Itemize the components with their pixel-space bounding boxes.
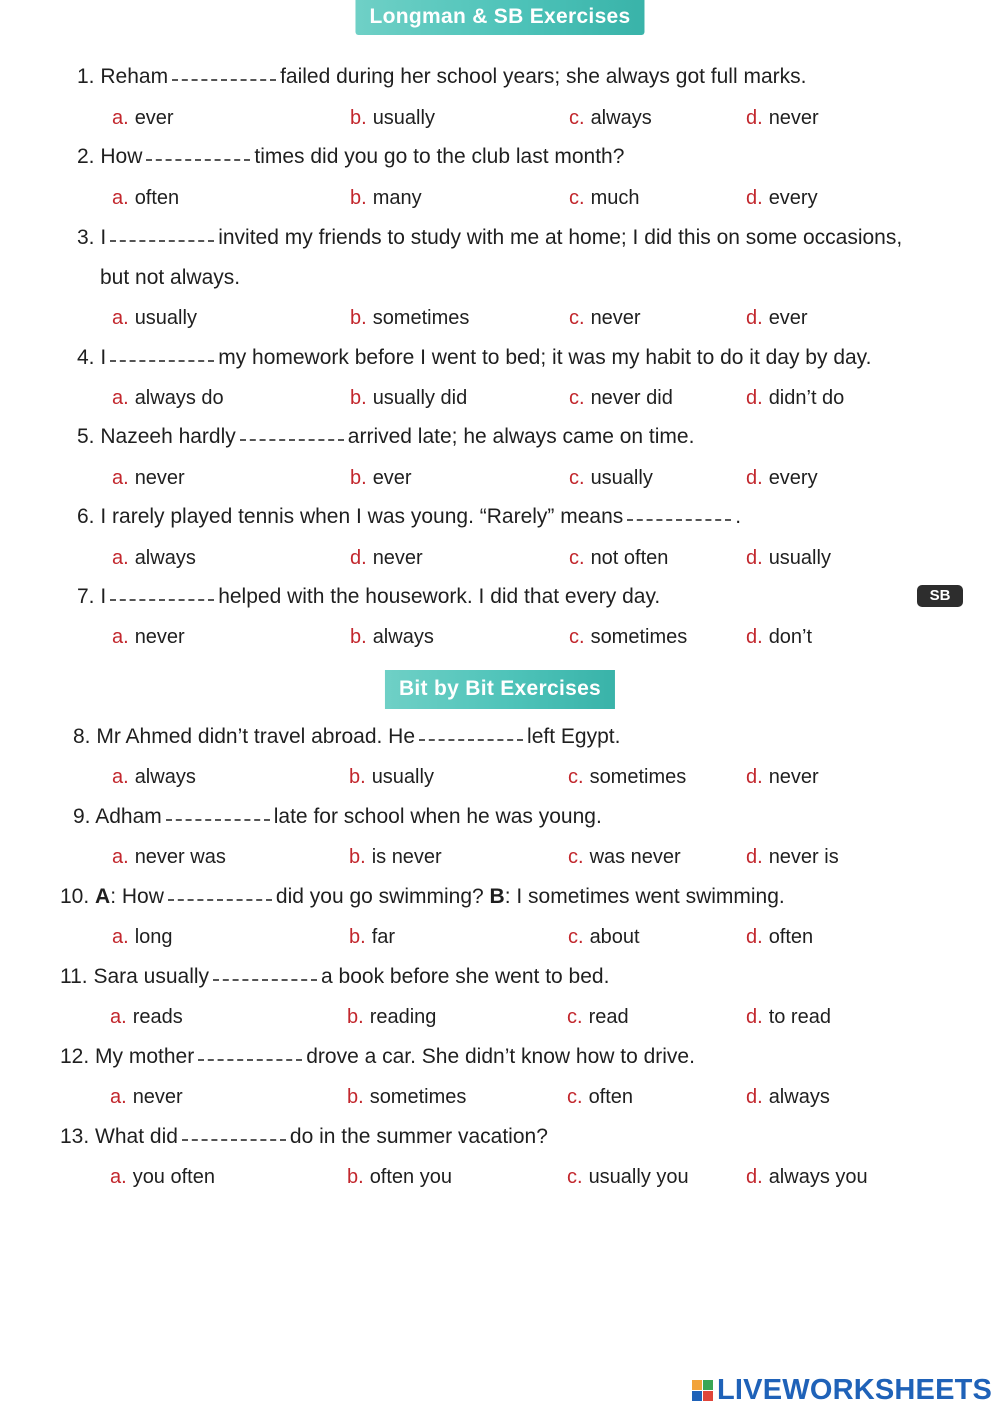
option-letter: a. <box>112 187 129 209</box>
question-number: 4. <box>77 346 95 369</box>
option-letter: d. <box>746 766 763 788</box>
option-b[interactable] <box>350 307 469 330</box>
option-b[interactable] <box>350 626 434 649</box>
question-text-end: failed during her school years; she always got full marks. <box>280 65 807 88</box>
option-text: sometimes <box>372 307 470 329</box>
option-a[interactable] <box>112 626 185 649</box>
section-title: Longman & SB Exercises <box>355 0 644 35</box>
question-text <box>77 585 660 609</box>
option-c[interactable] <box>569 387 673 410</box>
option-text: about <box>589 926 640 948</box>
option-text: read <box>588 1006 629 1028</box>
speaker-b-text: : I sometimes went swimming. <box>504 885 785 908</box>
option-c[interactable] <box>569 107 652 130</box>
option-b[interactable] <box>349 846 442 869</box>
option-letter: b. <box>350 626 367 648</box>
option-text: much <box>590 187 640 209</box>
option-letter: b. <box>347 1006 364 1028</box>
answer-blank[interactable] <box>166 817 270 821</box>
option-text: never was <box>134 846 226 868</box>
question-text-end: drove a car. She didn’t know how to drive. <box>306 1045 695 1068</box>
question-text <box>73 805 602 829</box>
question-text <box>77 145 624 169</box>
option-text: usually <box>371 766 434 788</box>
option-text: every <box>768 187 818 209</box>
option-d[interactable] <box>746 307 808 330</box>
question-text <box>77 65 806 89</box>
option-text: reads <box>132 1006 183 1028</box>
option-text: always <box>134 547 196 569</box>
option-d[interactable] <box>746 626 812 649</box>
question-text-start: Sara usually <box>93 965 210 988</box>
option-text: usually did <box>372 387 468 409</box>
question-number: 6. <box>77 505 95 528</box>
question-text-start: How <box>100 145 143 168</box>
option-letter: b. <box>349 766 366 788</box>
section-title: Bit by Bit Exercises <box>385 670 615 709</box>
option-letter: d. <box>746 307 763 329</box>
option-text: often <box>768 926 814 948</box>
answer-blank[interactable] <box>182 1137 286 1141</box>
question-number: 2. <box>77 145 95 168</box>
option-text: never <box>134 626 185 648</box>
option-letter: a. <box>110 1086 127 1108</box>
option-b[interactable] <box>347 1006 436 1029</box>
question-text-end: arrived late; he always came on time. <box>347 425 695 448</box>
question-text-continued: but not always. <box>100 266 241 289</box>
option-a[interactable] <box>112 547 196 570</box>
option-d[interactable] <box>746 1166 868 1189</box>
option-letter: c. <box>567 1086 583 1108</box>
option-letter: a. <box>112 846 129 868</box>
option-text: ever <box>768 307 808 329</box>
option-letter: d. <box>746 1166 763 1188</box>
option-letter: c. <box>569 387 585 409</box>
question-number: 11. <box>60 965 88 988</box>
option-d[interactable] <box>746 1006 831 1029</box>
option-text: usually <box>134 307 197 329</box>
question-text <box>60 885 785 909</box>
option-letter: b. <box>350 187 367 209</box>
option-text: reading <box>369 1006 437 1028</box>
option-text: always <box>372 626 434 648</box>
option-text: often <box>588 1086 634 1108</box>
question-number: 1. <box>77 65 95 88</box>
option-text: always you <box>768 1166 868 1188</box>
question-text <box>77 505 741 529</box>
option-text: never <box>590 307 641 329</box>
option-a[interactable] <box>112 107 174 130</box>
option-letter: d. <box>746 626 763 648</box>
option-text: usually <box>372 107 435 129</box>
question-text-end: did you go swimming? <box>275 885 484 908</box>
question-text-start: Mr Ahmed didn’t travel abroad. He <box>96 725 416 748</box>
option-d[interactable] <box>746 467 818 490</box>
option-b[interactable] <box>350 187 422 210</box>
liveworksheets-logo <box>692 1374 992 1407</box>
option-c[interactable] <box>568 846 681 869</box>
option-d[interactable] <box>746 766 819 789</box>
logo-icon <box>692 1380 713 1401</box>
option-d[interactable] <box>746 926 813 949</box>
option-a[interactable] <box>112 846 226 869</box>
sb-badge: SB <box>917 585 963 607</box>
question-text <box>77 346 871 370</box>
option-letter: c. <box>569 467 585 489</box>
option-letter: d. <box>746 926 763 948</box>
option-text: usually you <box>588 1166 689 1188</box>
option-c[interactable] <box>567 1166 689 1189</box>
option-letter: c. <box>569 187 585 209</box>
option-c[interactable] <box>567 1086 633 1109</box>
option-letter: a. <box>112 547 129 569</box>
option-text: often <box>134 187 180 209</box>
option-letter: c. <box>569 307 585 329</box>
option-text: don’t <box>768 626 813 648</box>
option-letter: d. <box>746 467 763 489</box>
option-letter: a. <box>112 107 129 129</box>
answer-blank[interactable] <box>213 977 317 981</box>
question-text <box>77 425 694 449</box>
option-c[interactable] <box>569 547 668 570</box>
question-number: 13. <box>60 1125 90 1148</box>
question-number: 7. <box>77 585 95 608</box>
option-text: sometimes <box>369 1086 467 1108</box>
option-letter: c. <box>568 926 584 948</box>
option-text: is never <box>371 846 442 868</box>
question-text-start: : How <box>110 885 164 908</box>
option-c[interactable] <box>569 187 639 210</box>
option-text: every <box>768 467 818 489</box>
option-c[interactable] <box>569 626 687 649</box>
option-text: ever <box>372 467 412 489</box>
answer-blank[interactable] <box>627 517 731 521</box>
option-letter: d. <box>350 547 367 569</box>
option-text: never <box>768 107 819 129</box>
question-number: 12. <box>60 1045 90 1068</box>
option-text: you often <box>132 1166 215 1188</box>
option-a[interactable] <box>112 187 179 210</box>
answer-blank[interactable] <box>419 737 523 741</box>
option-letter: b. <box>350 467 367 489</box>
question-text-end: . <box>735 505 742 528</box>
option-d[interactable] <box>746 107 819 130</box>
option-letter: c. <box>567 1166 583 1188</box>
question-text <box>60 965 609 989</box>
question-text-end: do in the summer vacation? <box>289 1125 548 1148</box>
option-letter: a. <box>110 1006 127 1028</box>
option-d[interactable] <box>746 1086 830 1109</box>
answer-blank[interactable] <box>240 437 344 441</box>
option-text: always <box>768 1086 830 1108</box>
option-letter: b. <box>349 846 366 868</box>
question-text-end: times did you go to the club last month? <box>254 145 625 168</box>
option-b[interactable] <box>347 1086 466 1109</box>
option-letter: d. <box>746 547 763 569</box>
option-b[interactable] <box>350 107 435 130</box>
option-a[interactable] <box>112 387 224 410</box>
question-number: 8. <box>73 725 91 748</box>
option-letter: a. <box>112 926 129 948</box>
option-text: sometimes <box>589 766 687 788</box>
option-text: long <box>134 926 173 948</box>
option-d[interactable] <box>746 187 818 210</box>
option-letter: c. <box>567 1006 583 1028</box>
option-c[interactable] <box>569 307 641 330</box>
question-text-end: late for school when he was young. <box>273 805 602 828</box>
question-text-start: Adham <box>95 805 162 828</box>
option-b[interactable] <box>350 467 412 490</box>
option-letter: c. <box>568 846 584 868</box>
answer-blank[interactable] <box>110 358 214 362</box>
option-letter: d. <box>746 187 763 209</box>
option-a[interactable] <box>110 1166 215 1189</box>
option-text: never is <box>768 846 839 868</box>
option-a[interactable] <box>112 467 185 490</box>
answer-blank[interactable] <box>146 157 250 161</box>
option-letter: b. <box>350 387 367 409</box>
option-text: always <box>590 107 652 129</box>
question-text-start: I <box>100 226 107 249</box>
answer-blank[interactable] <box>168 897 272 901</box>
option-letter: b. <box>349 926 366 948</box>
option-letter: a. <box>112 626 129 648</box>
option-c[interactable] <box>567 1006 629 1029</box>
option-letter: d. <box>746 107 763 129</box>
option-text: ever <box>134 107 174 129</box>
option-text: not often <box>590 547 669 569</box>
option-b[interactable] <box>349 926 395 949</box>
option-text: never <box>768 766 819 788</box>
question-text-start: Reham <box>100 65 169 88</box>
question-text-end: left Egypt. <box>527 725 621 748</box>
option-letter: a. <box>112 307 129 329</box>
option-text: sometimes <box>590 626 688 648</box>
option-c[interactable] <box>568 926 640 949</box>
option-d[interactable] <box>746 846 839 869</box>
question-text-end: my homework before I went to bed; it was my habit to do it day by day. <box>218 346 872 369</box>
option-text: didn’t do <box>768 387 845 409</box>
answer-blank[interactable] <box>198 1057 302 1061</box>
question-text-start: I rarely played tennis when I was young. “Rarely” means <box>100 505 624 528</box>
option-c[interactable] <box>568 766 686 789</box>
option-a[interactable] <box>112 766 196 789</box>
question-text <box>60 1125 548 1149</box>
question-number: 3. <box>77 226 95 249</box>
option-b[interactable] <box>350 547 423 570</box>
option-text: many <box>372 187 422 209</box>
option-letter: d. <box>746 1006 763 1028</box>
option-letter: c. <box>569 547 585 569</box>
option-a[interactable] <box>110 1086 183 1109</box>
question-number: 10. <box>60 885 90 908</box>
question-text-end: helped with the housework. I did that every day. <box>218 585 661 608</box>
option-b[interactable] <box>349 766 434 789</box>
question-text-end: a book before she went to bed. <box>321 965 610 988</box>
question-text-start: What did <box>95 1125 178 1148</box>
option-letter: d. <box>746 387 763 409</box>
answer-blank[interactable] <box>172 77 276 81</box>
option-letter: d. <box>746 1086 763 1108</box>
question-text-start: I <box>100 346 107 369</box>
option-letter: a. <box>112 766 129 788</box>
option-c[interactable] <box>569 467 653 490</box>
option-text: usually <box>768 547 831 569</box>
option-letter: b. <box>350 107 367 129</box>
option-letter: c. <box>569 626 585 648</box>
option-text: never did <box>590 387 673 409</box>
question-text-start: I <box>100 585 107 608</box>
question-text-end: invited my friends to study with me at home; I did this on some occasions, <box>218 226 903 249</box>
option-a[interactable] <box>110 1006 183 1029</box>
answer-blank[interactable] <box>110 238 214 242</box>
question-text-start: My mother <box>95 1045 195 1068</box>
option-letter: b. <box>347 1086 364 1108</box>
option-text: never <box>372 547 423 569</box>
option-text: usually <box>590 467 653 489</box>
option-text: was never <box>589 846 681 868</box>
question-number: 9. <box>73 805 91 828</box>
option-text: to read <box>768 1006 831 1028</box>
option-text: always do <box>134 387 224 409</box>
question-text-start: Nazeeh hardly <box>100 425 236 448</box>
option-letter: b. <box>350 307 367 329</box>
option-d[interactable] <box>746 387 844 410</box>
question-text <box>77 226 902 250</box>
option-text: never <box>132 1086 183 1108</box>
option-text: far <box>371 926 396 948</box>
option-b[interactable] <box>347 1166 452 1189</box>
option-letter: b. <box>347 1166 364 1188</box>
option-text: never <box>134 467 185 489</box>
option-d[interactable] <box>746 547 831 570</box>
option-letter: d. <box>746 846 763 868</box>
option-text: often you <box>369 1166 452 1188</box>
question-text <box>73 725 620 749</box>
question-number: 5. <box>77 425 95 448</box>
option-letter: c. <box>568 766 584 788</box>
option-letter: c. <box>569 107 585 129</box>
option-b[interactable] <box>350 387 467 410</box>
option-a[interactable] <box>112 307 197 330</box>
answer-blank[interactable] <box>110 597 214 601</box>
option-text: always <box>134 766 196 788</box>
option-a[interactable] <box>112 926 173 949</box>
speaker-b-label: B <box>489 885 505 908</box>
option-letter: a. <box>112 467 129 489</box>
question-text <box>60 1045 695 1069</box>
logo-text: LIVEWORKSHEETS <box>717 1374 993 1406</box>
option-letter: a. <box>110 1166 127 1188</box>
speaker-a-label: A <box>95 885 111 908</box>
option-letter: a. <box>112 387 129 409</box>
